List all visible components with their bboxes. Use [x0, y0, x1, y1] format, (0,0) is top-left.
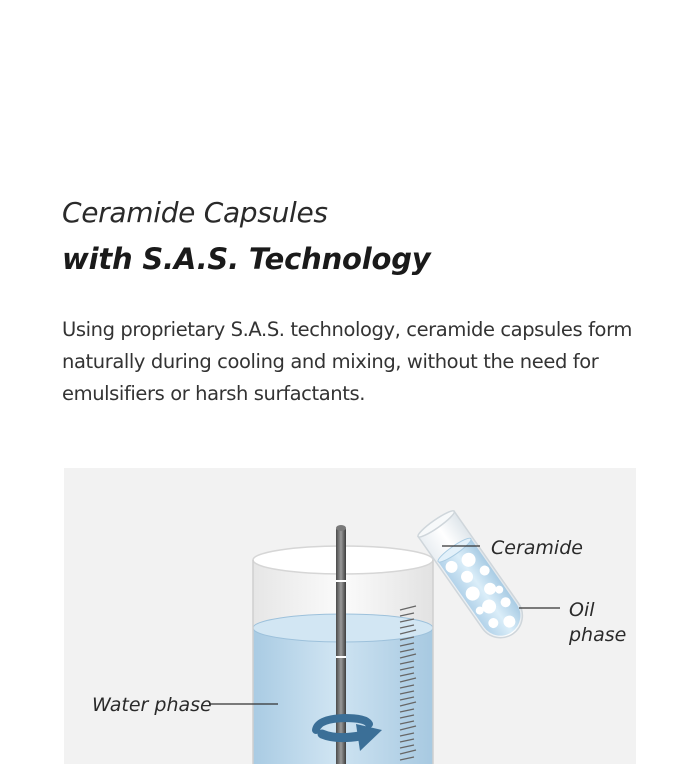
illustration-svg	[64, 468, 636, 764]
stirring-rod	[336, 526, 346, 764]
title-line-2: with S.A.S. Technology	[62, 242, 431, 276]
title-line-1: Ceramide Capsules	[62, 196, 328, 229]
sas-illustration	[64, 468, 636, 764]
ceramide-label: Ceramide	[491, 537, 583, 559]
oil-phase-label-line-1: Oil	[569, 599, 595, 621]
beaker	[253, 525, 433, 764]
water-phase-label: Water phase	[92, 694, 212, 716]
oil-phase-label-line-2: phase	[569, 624, 627, 646]
intro-paragraph: Using proprietary S.A.S. technology, ceramide capsules form naturally during cooling and mixing, without the need for emulsifiers or harsh surfactants.	[62, 318, 632, 405]
